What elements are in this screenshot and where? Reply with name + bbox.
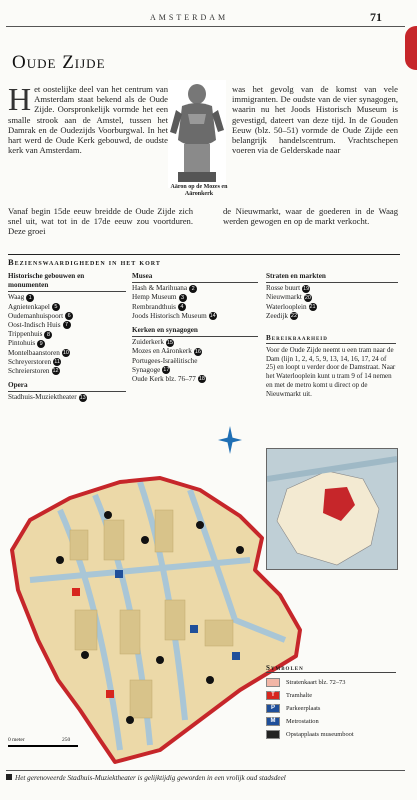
sight-number-badge: 16: [194, 348, 201, 355]
sight-label: Waterlooplein: [266, 302, 307, 311]
sight-number-badge: 14: [209, 313, 216, 320]
sight-number-badge: 4: [178, 303, 186, 311]
legend-label: Parkeerplaats: [286, 704, 321, 712]
sight-item: [132, 366, 258, 375]
sight-label: Stadhuis-Muziektheater: [8, 393, 77, 402]
scale-bar: [8, 745, 78, 747]
sight-number-badge: 11: [54, 359, 60, 366]
sight-number-badge: 8: [44, 331, 52, 339]
legend-symbol-icon: [266, 730, 280, 739]
opera-heading: Opera: [8, 381, 126, 392]
streets-list: [266, 284, 398, 321]
sight-label: Zuiderkerk: [132, 338, 164, 347]
sight-label: Schreierstoren: [8, 367, 50, 376]
sight-number-badge: 12: [52, 368, 59, 375]
sight-item: [8, 358, 126, 367]
caption-bullet-icon: [6, 774, 12, 780]
sight-item: [132, 338, 258, 347]
sight-number-badge: 3: [179, 294, 187, 302]
statue-photo: [168, 80, 226, 188]
sight-item: [266, 303, 398, 312]
sight-item: [8, 312, 126, 321]
legend-heading: Symbolen: [266, 664, 396, 673]
historic-heading: Historische gebouwen en monumenten: [8, 272, 126, 292]
sight-label: Synagoge: [132, 365, 161, 374]
legend-symbol-icon: [266, 678, 280, 687]
sight-number-badge: 6: [65, 312, 73, 320]
scale-label-right: 250: [62, 737, 71, 743]
sight-label: Hemp Museum: [132, 293, 177, 302]
scale-label-left: 0 meter: [8, 737, 25, 743]
sight-label: Oost-Indisch Huis: [8, 321, 61, 330]
access-heading: Bereikbaarheid: [266, 334, 396, 344]
sights-heading: Bezienswaardigheden in het kort: [8, 254, 400, 267]
churches-list: [132, 338, 258, 384]
locator-map: [266, 448, 398, 570]
page-title: Oude Zijde: [12, 52, 106, 73]
footer-rule: [6, 770, 405, 771]
intro-bottom: [8, 206, 398, 237]
sight-item: [8, 349, 126, 358]
legend-item: [266, 676, 396, 689]
access-text: Voor de Oude Zijde neemt u een tram naar de Dam (lijn 1, 2, 4, 5, 9, 13, 14, 16, 17, 24 of 25) en loopt u verder door de Damstraat. Naar het Waterlooplein kunt u tram 9 of 14 nemen en met de metro komt u direct op de Nieuwmarkt uit.: [266, 345, 396, 398]
map-legend: [266, 664, 396, 741]
compass-icon: [218, 426, 242, 454]
bottom-caption: [6, 774, 406, 782]
legend-symbol-icon: T: [266, 691, 280, 700]
sight-label: Rembrandthuis: [132, 302, 176, 311]
sight-item: [8, 393, 126, 402]
sight-label: Pintohuis: [8, 339, 36, 348]
sight-label: Zeedijk: [266, 311, 288, 320]
page-number: 71: [370, 10, 382, 24]
legend-item: [266, 689, 396, 702]
sight-item: [132, 375, 258, 384]
legend-item: [266, 702, 396, 715]
sight-label: Nieuwmarkt: [266, 293, 302, 302]
sight-number-badge: 19: [303, 285, 310, 292]
legend-label: Tramhalte: [286, 691, 313, 699]
sight-number-badge: 13: [79, 394, 86, 401]
sight-label: Mozes en Aäronkerk: [132, 347, 192, 356]
running-title: AMSTERDAM: [150, 13, 229, 22]
sight-label: Agnietenkapel: [8, 302, 50, 311]
historic-list: [8, 293, 126, 376]
caption-text: Het gerenoveerde Stadhuis-Muziektheater is gelijktijdig geworden in een vrolijk oud stadsdeel: [15, 774, 286, 782]
drop-cap: H: [8, 81, 32, 117]
sight-item: [132, 303, 258, 312]
sights-column-museums: [132, 272, 258, 384]
sight-number-badge: 17: [163, 367, 170, 374]
legend-symbol-icon: M: [266, 717, 280, 726]
sight-label: Joods Historisch Museum: [132, 311, 207, 320]
intro-column-2: was het gevolg van de komst van vele immigranten. De oudste van de vier synagogen, waarin nu het Joods Historisch Museum is gevestigd, dateert van deze tijd. In de Gouden Eeuw (blz. 50–51) vormde de Oude Zijde een belangrijk handelscentrum. Vrachtschepen voeren via de Gelderskade naar: [232, 84, 398, 156]
intro-text-1: et oostelijke deel van het centrum van Amsterdam staat bekend als de Oude Zijde. Oorspronkelijk vormde het een smalle strook aan de Amstel, tussen het Damrak en de Oudezijds Voorburgwal. In het hart werd de Oude Kerk gebouwd, de oudste kerk van Amsterdam.: [8, 84, 168, 156]
sight-label: Oudemanhuispoort: [8, 311, 64, 320]
legend-item: [266, 715, 396, 728]
sight-item: [8, 330, 126, 339]
sight-item: [132, 347, 258, 356]
legend-item: [266, 728, 396, 741]
sight-item: [132, 312, 258, 321]
sight-label: Portugees-Israëlitische: [132, 356, 198, 365]
museums-heading: Musea: [132, 272, 258, 283]
churches-heading: Kerken en synagogen: [132, 326, 258, 337]
legend-label: Opstapplaats museumboot: [286, 730, 354, 738]
sight-item: [132, 293, 258, 302]
opera-list: [8, 393, 126, 402]
intro-bottom-left: Vanaf begin 15de eeuw breidde de Oude Zijde zich snel uit, wat tot in de 17de eeuw zou voortduren. Deze groei: [8, 206, 193, 237]
photo-caption: Aäron op de Mozes en Aäronkerk: [170, 184, 228, 197]
legend-label: Metrostation: [286, 717, 319, 725]
sight-label: Oude Kerk blz. 76–77: [132, 375, 196, 384]
museums-list: [132, 284, 258, 321]
sight-number-badge: 20: [304, 294, 311, 301]
streets-heading: Straten en markten: [266, 272, 398, 283]
sight-number-badge: 10: [62, 349, 69, 356]
sight-item: [8, 303, 126, 312]
sight-number-badge: 18: [198, 376, 205, 383]
sight-label: Montelbaanstoren: [8, 348, 60, 357]
sight-item: [266, 312, 398, 321]
access-box: [266, 334, 396, 399]
sight-number-badge: 21: [309, 303, 316, 310]
sight-label: Hash & Marihuana: [132, 284, 188, 293]
sight-label: Schreyerstoren: [8, 357, 52, 366]
sights-column-streets: [266, 272, 398, 321]
intro-bottom-right: de Nieuwmarkt, waar de goederen in de Waag werden gewogen en op de markt verkocht.: [223, 206, 398, 227]
legend-items: [266, 676, 396, 741]
section-tab: [405, 26, 417, 70]
header-rule: [6, 26, 405, 27]
running-header: [0, 10, 417, 26]
legend-label: Stratenkaart blz. 72–73: [286, 678, 346, 686]
sight-item: [8, 293, 126, 302]
legend-symbol-icon: P: [266, 704, 280, 713]
sight-item: [266, 293, 398, 302]
sight-item: [8, 367, 126, 376]
sight-number-badge: 7: [63, 321, 71, 329]
sights-column-historic: [8, 272, 126, 403]
sight-item: [8, 339, 126, 348]
sight-number-badge: 15: [166, 339, 173, 346]
intro-column-1: [8, 81, 168, 156]
sight-number-badge: 2: [189, 285, 197, 293]
map-scale: [8, 737, 88, 747]
sight-number-badge: 22: [290, 313, 298, 320]
sight-label: Rosse buurt: [266, 284, 301, 293]
sight-number-badge: 5: [52, 303, 60, 311]
sight-item: [8, 321, 126, 330]
sight-number-badge: 1: [26, 294, 34, 302]
sight-label: Trippenhuis: [8, 330, 43, 339]
sight-item: [132, 357, 258, 366]
sight-item: [132, 284, 258, 293]
sight-number-badge: 9: [37, 340, 45, 348]
sight-item: [266, 284, 398, 293]
sight-label: Waag: [8, 293, 25, 302]
